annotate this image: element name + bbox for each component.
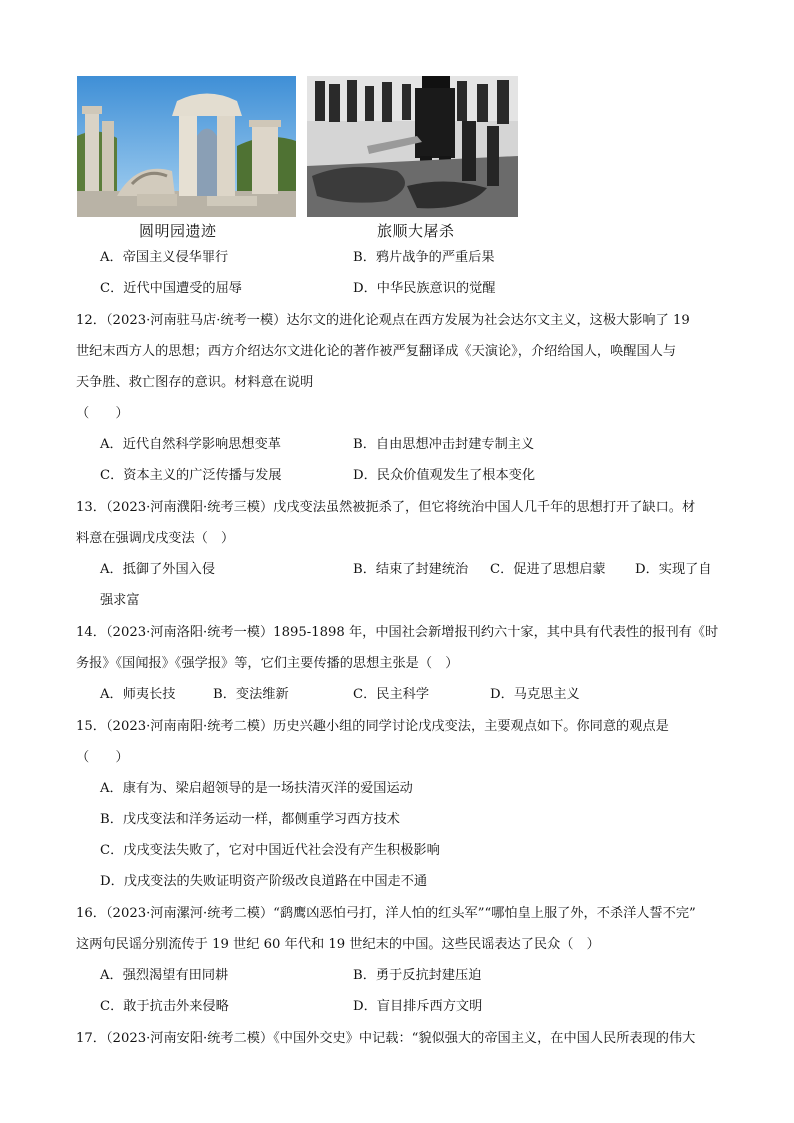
right-figure-caption: 旅顺大屠杀 [377, 222, 455, 240]
q16-option-d[interactable]: D．盲目排斥西方文明 [353, 999, 483, 1014]
figure-row [77, 76, 527, 241]
q13-stem-line-2: 料意在强调戊戌变法（ ） [76, 531, 235, 546]
q12-stem-line-3: 天争胜、救亡图存的意识。材料意在说明 [76, 375, 314, 390]
q12-option-d[interactable]: D．民众价值观发生了根本变化 [353, 468, 536, 483]
q11-option-a[interactable]: A．帝国主义侵华罪行 [100, 250, 229, 265]
q11-option-c[interactable]: C．近代中国遭受的屈辱 [100, 281, 242, 296]
q12-option-a[interactable]: A．近代自然科学影响思想变革 [100, 437, 281, 452]
q15-stem-line-1: 15．（2023·河南南阳·统考二模）历史兴趣小组的同学讨论戊戌变法，主要观点如下。你同意的观点是 [76, 719, 669, 734]
q14-option-b[interactable]: B．变法维新 [213, 687, 289, 702]
q15-option-c[interactable]: C．戊戌变法失败了，它对中国近代社会没有产生积极影响 [100, 843, 440, 858]
q12-option-b[interactable]: B．自由思想冲击封建专制主义 [353, 437, 535, 452]
q15-option-d[interactable]: D．戊戌变法的失败证明资产阶级改良道路在中国走不通 [100, 874, 428, 889]
q12-stem-line-1: 12．（2023·河南驻马店·统考一模）达尔文的进化论观点在西方发展为社会达尔文主义，这极大影响了 19 [76, 313, 690, 328]
q16-stem-line-2: 这两句民谣分别流传于 19 世纪 60 年代和 19 世纪末的中国。这些民谣表达了民众（ ） [76, 937, 600, 952]
q14-stem-line-1: 14．（2023·河南洛阳·统考一模）1895-1898 年，中国社会新增报刊约六十家，其中具有代表性的报刊有《时 [76, 625, 719, 640]
yuanmingyuan-ruins-photo [77, 76, 296, 217]
q11-option-d[interactable]: D．中华民族意识的觉醒 [353, 281, 496, 296]
q15-option-b[interactable]: B．戊戌变法和洋务运动一样，都侧重学习西方技术 [100, 812, 400, 827]
q16-option-a[interactable]: A．强烈渴望有田同耕 [100, 968, 229, 983]
q13-option-d[interactable]: D．实现了自 [635, 562, 712, 577]
q15-answer-paren: （ ） [76, 750, 129, 765]
q12-option-c[interactable]: C．资本主义的广泛传播与发展 [100, 468, 282, 483]
q14-stem-line-2: 务报》《国闻报》《强学报》等，它们主要传播的思想主张是（ ） [76, 656, 459, 671]
q15-option-a[interactable]: A．康有为、梁启超领导的是一场扶清灭洋的爱国运动 [100, 781, 413, 796]
q16-stem-line-1: 16．（2023·河南漯河·统考二模）“鹞鹰凶恶怕弓打，洋人怕的红头军”“哪怕皇上服了外，不杀洋人誓不完” [76, 906, 696, 921]
q12-stem-line-2: 世纪末西方人的思想；西方介绍达尔文进化论的著作被严复翻译成《天演论》，介绍给国人，唤醒国人与 [76, 344, 677, 359]
q13-option-c[interactable]: C．促进了思想启蒙 [490, 562, 606, 577]
q14-option-c[interactable]: C．民主科学 [353, 687, 430, 702]
lushun-massacre-photo [307, 76, 518, 217]
left-figure-caption: 圆明园遗迹 [139, 222, 217, 240]
q13-option-d-continued: 强求富 [100, 593, 140, 608]
q14-option-d[interactable]: D．马克思主义 [490, 687, 580, 702]
q13-option-b[interactable]: B．结束了封建统治 [353, 562, 469, 577]
q14-option-a[interactable]: A．师夷长技 [100, 687, 176, 702]
q16-option-b[interactable]: B．勇于反抗封建压迫 [353, 968, 482, 983]
q13-option-a[interactable]: A．抵御了外国入侵 [100, 562, 216, 577]
q13-stem-line-1: 13．（2023·河南濮阳·统考三模）戊戌变法虽然被扼杀了，但它将统治中国人几千年的思想打开了缺口。材 [76, 500, 696, 515]
q16-option-c[interactable]: C．敢于抗击外来侵略 [100, 999, 229, 1014]
q11-option-b[interactable]: B．鸦片战争的严重后果 [353, 250, 495, 265]
q12-answer-paren: （ ） [76, 406, 129, 421]
q17-stem-line-1: 17．（2023·河南安阳·统考二模）《中国外交史》中记载：“貌似强大的帝国主义，在中国人民所表现的伟大 [76, 1031, 696, 1046]
